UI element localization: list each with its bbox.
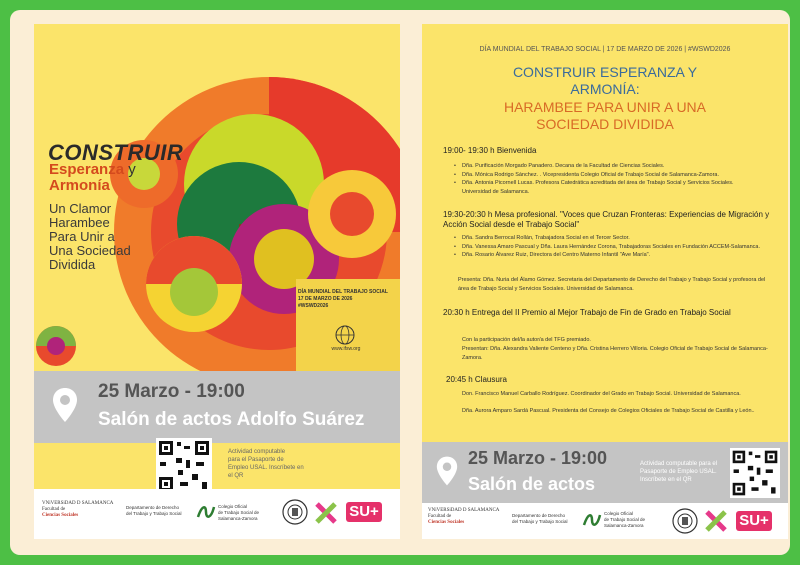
qr-note-line: Empleo USAL. Inscríbete en [228, 465, 304, 471]
qr-note-line: Inscríbete en el QR [640, 477, 692, 483]
list-item: • Dña. Antonia Picornell Lucas. Profesora Catedrática acreditada del área de Trabajo Social y Servicios Sociales. Universidad de Salamanca. [454, 179, 764, 196]
sumas-logo: SU+ [736, 511, 772, 531]
dept-line: Departamento de Derecho [126, 505, 180, 510]
y-word: y [128, 161, 136, 178]
department-logo [512, 513, 568, 525]
qr-code[interactable] [730, 448, 780, 498]
colegio-line: Salamanca-Zamora [604, 523, 644, 528]
list-item: • Dña. Mónica Rodrigo Sánchez. . Vicepresidenta Colegio Oficial de Trabajo Social de Salamanca-Zamora. [454, 171, 764, 180]
programme-header: DÍA MUNDIAL DEL TRABAJO SOCIAL | 17 DE MARZO DE 2026 | #WSWD2026 [479, 46, 731, 53]
list-item: • Dña. Sandra Berrocal Rollán, Trabajadora Social en el Tercer Sector. [454, 234, 764, 243]
seal-icon [282, 499, 308, 525]
section-premio-heading: 20:30 h Entrega del II Premio al Mejor Trabajo de Fin de Grado en Trabajo Social [443, 308, 731, 317]
usal-faculty-name: Ciencias Sociales [42, 513, 79, 518]
qr-note [640, 460, 726, 484]
list-item: • Dña. Rosario Álvarez Ruiz, Directora del Centro Materno Infantil "Ave María". [454, 251, 764, 260]
poster-title-esperanza [49, 162, 136, 194]
usal-faculty: Facultad de [428, 514, 452, 519]
list-item: • Dña. Vanessa Amaro Pascual y Dña. Laura Hernández Corona, Trabajadoras Sociales en Fundación ACCEM-Salamanca. [454, 243, 764, 252]
clausura-speaker-2: Dña. Aurora Amparo Sardá Pascual. Presidenta del Consejo de Colegios Oficiales de Trabajo Social de Castilla y León.. [462, 408, 755, 414]
location-pin-icon [436, 455, 458, 487]
title-line: ARMONÍA: [570, 81, 640, 97]
qr-note-line: Actividad computable para el [640, 461, 718, 467]
cross-logo-icon [314, 501, 338, 525]
subtitle-line: Un Clamor [49, 201, 112, 216]
list-item: • Dña. Purificación Morgado Panadero. Decana de la Facultad de Ciencias Sociales. [454, 162, 764, 171]
colegio-line: Colegio Oficial [604, 511, 634, 516]
poster-subtitle [49, 202, 159, 272]
event-datetime: 25 Marzo - 19:00 [98, 381, 245, 402]
left-poster [34, 24, 400, 539]
department-logo [126, 505, 182, 517]
section-clausura-heading: 20:45 h Clausura [446, 375, 507, 384]
cross-logo-icon [704, 509, 728, 533]
qr-note [228, 448, 338, 480]
mesa-presenter: Presenta: Dña. Nuria del Álamo Gómez. Secretaria del Departamento de Derecho del Trabajo y Trabajo Social y profesora del área de Trabajo Social y Servicios Sociales. Universidad de Salamanca. [458, 277, 766, 292]
ifsw-website: www.ifsw.org [331, 346, 361, 352]
programme-subtitle [482, 99, 728, 133]
dept-line: Departamento de Derecho [512, 513, 566, 518]
bienvenida-list [454, 162, 764, 196]
qr-note-line: el QR [228, 473, 244, 479]
clausura-speaker-1: Don. Francisco Manuel Carballo Rodríguez. Coordinador del Grado en Trabajo Social. Universidad de Salamanca. [462, 391, 741, 397]
usal-logo [428, 508, 499, 526]
colegio-line: Colegio Oficial [218, 504, 248, 509]
world-day-label [298, 289, 398, 310]
dept-line: del Trabajo y Trabajo Social [512, 519, 568, 524]
dept-line: del Trabajo y Trabajo Social [126, 511, 182, 516]
dia-line: DÍA MUNDIAL DEL TRABAJO SOCIAL [298, 289, 388, 295]
section-bienvenida-heading: 19:00- 19:30 h Bienvenida [443, 146, 537, 155]
esperanza-word: Esperanza [49, 161, 125, 178]
seal-icon [672, 508, 698, 534]
usal-name: VNiVERSiDAD D SALAMANCA [42, 501, 114, 506]
usal-faculty: Facultad de [42, 507, 66, 512]
sponsor-logos-strip [34, 489, 400, 539]
qr-note-line: Actividad computable [228, 449, 286, 455]
event-info-band [34, 371, 400, 443]
subtitle-line: Dividida [49, 257, 96, 272]
abstract-circles-artwork [34, 24, 400, 371]
premio-presenters: Presentan: Dña. Alexandra Valiente Centeno y Dña. Cristina Herrero Villoria. Colegio Oficial de Trabajo Social de Salamanca-Zamora. [462, 346, 768, 361]
mesa-list [454, 234, 764, 260]
title-line: CONSTRUIR ESPERANZA Y [512, 64, 698, 80]
qr-note-line: Pasaporte de Empleo USAL. [640, 469, 717, 475]
armonia-word: Armonía [49, 177, 110, 194]
premio-note: Con la participación del/la autor/a del TFG premiado. [462, 337, 591, 343]
globe-icon [334, 324, 356, 346]
colegio-logo [604, 511, 645, 529]
colegio-line: de Trabajo Social de [218, 510, 260, 515]
qr-code[interactable] [156, 438, 212, 494]
colegio-line: de Trabajo Social de [604, 517, 646, 522]
event-place: Salón de actos Adolfo Suárez [98, 409, 365, 430]
subtitle-line: HARAMBEE PARA UNIR A UNA [503, 99, 706, 115]
usal-logo [42, 501, 113, 519]
usal-faculty-name: Ciencias Sociales [428, 520, 465, 525]
programme-title [482, 64, 728, 98]
event-place: Salón de actos [468, 474, 596, 494]
qr-note-line: para el Pasaporte de [228, 457, 284, 463]
location-pin-icon [52, 387, 78, 423]
subtitle-line: SOCIEDAD DIVIDIDA [536, 116, 674, 132]
colegio-swirl-icon [196, 503, 216, 521]
dia-line: 17 DE MARZO DE 2026 [298, 296, 353, 302]
sponsor-logos-strip [422, 503, 788, 539]
poster-title-construir: CONSTRUIR [48, 140, 184, 165]
dia-line: #WSWD2026 [298, 303, 329, 309]
colegio-line: Salamanca-Zamora [218, 516, 258, 521]
subtitle-line: Para Unir a [49, 229, 115, 244]
subtitle-line: Harambee [49, 215, 110, 230]
usal-name: VNiVERSiDAD D SALAMANCA [428, 508, 500, 513]
subtitle-line: Una Sociedad [49, 243, 131, 258]
event-datetime: 25 Marzo - 19:00 [468, 448, 608, 468]
colegio-swirl-icon [582, 511, 602, 529]
right-programme [422, 24, 788, 539]
sumas-logo: SU+ [346, 502, 382, 522]
section-mesa-heading: 19:30-20:30 h Mesa profesional. "Voces que Cruzan Fronteras: Experiencias de Migración y Acción Social desde el Trabajo Social" [443, 210, 770, 229]
event-info-band [422, 442, 788, 504]
colegio-logo [218, 504, 259, 522]
page-frame [10, 10, 790, 555]
